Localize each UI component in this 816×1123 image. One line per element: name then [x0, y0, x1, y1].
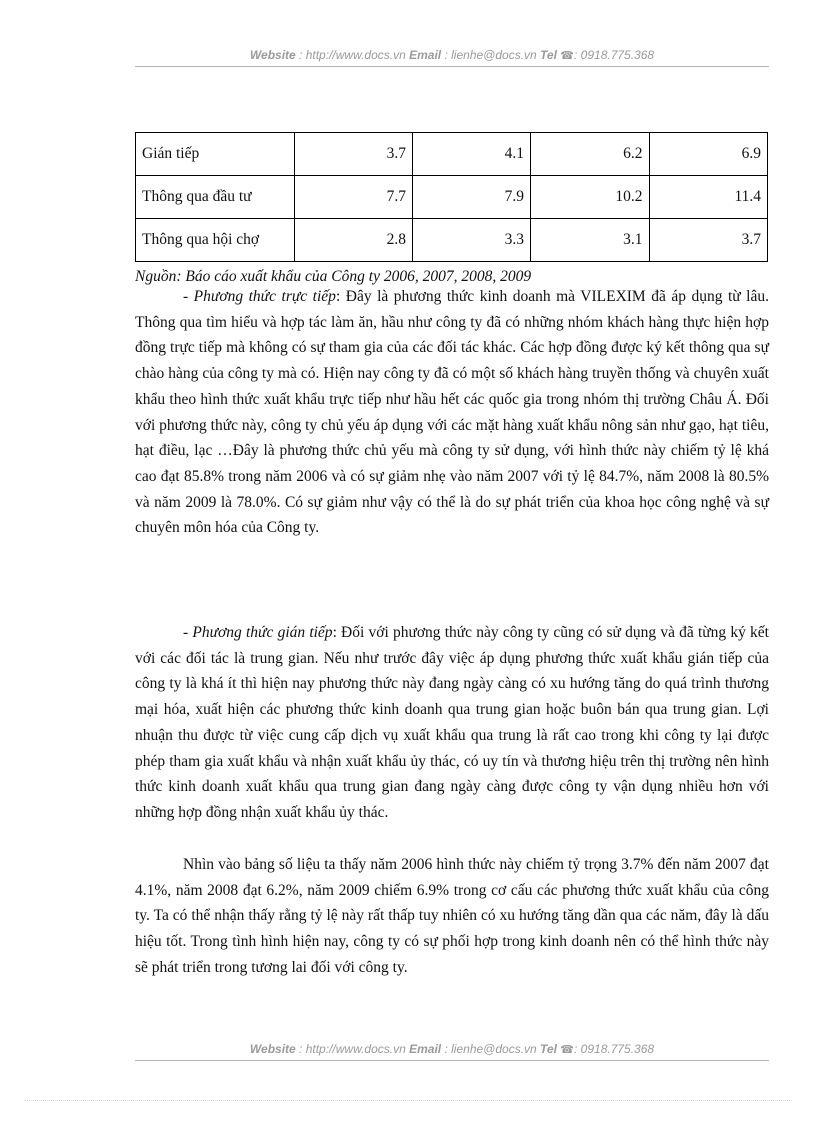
- tel-label: Tel: [540, 1042, 557, 1056]
- table-cell: 6.9: [649, 133, 767, 176]
- direct-method-term: Phương thức trực tiếp: [193, 288, 336, 305]
- table-cell: 3.1: [531, 219, 649, 262]
- page-bottom-border: [24, 1100, 792, 1101]
- tel-value: : 0918.775.368: [574, 1042, 655, 1056]
- table-cell: 6.2: [531, 133, 649, 176]
- website-url[interactable]: : http://www.docs.vn: [299, 48, 406, 62]
- row-label: Thông qua đầu tư: [136, 176, 295, 219]
- table-cell: 3.7: [649, 219, 767, 262]
- footer-rule: [135, 1060, 769, 1061]
- website-label: Website: [249, 1042, 296, 1056]
- indirect-method-body: : Đối với phương thức này công ty cũng có sử dụng và đã từng ký kết với các đối tác là trung gian. Nếu như trước đây việc áp dụng phương thức xuất khẩu gián tiếp của công ty là khá ít thì hiện nay phương thức này đang ngày càng có xu hướng tăng do quá trình thương mại hóa, xuất hiện các phương thức kinh doanh qua trung gian hoặc buôn bán qua trung gian. Lợi nhuận thu được từ việc cung cấp dịch vụ xuất khẩu qua trung là rất cao trong khi công ty lại được phép tham gia xuất khẩu và nhận xuất khẩu ủy thác, có uy tín và thương hiệu trên thị trường nên hình thức kinh doanh xuất khẩu qua trung gian đang ngày càng được công ty vận dụng nhiều hơn với những hợp đồng nhận xuất khẩu ủy thác.: [135, 624, 769, 821]
- direct-method-body: : Đây là phương thức kinh doanh mà VILEXIM đã áp dụng từ lâu. Thông qua tìm hiểu và hợp tác làm ăn, hầu như công ty đã có những nhóm khách hàng thực hiện hợp đồng trực tiếp mà không có sự tham gia của các đối tác khác. Các hợp đồng được ký kết thông qua sự chào hàng của công ty mà có. Hiện nay công ty đã có một số khách hàng truyền thống và chuyên xuất khẩu theo hình thức xuất khẩu trực tiếp như hầu hết các quốc gia trong nhóm thị trường Châu Á. Đối với phương thức này, công ty chủ yếu áp dụng với các mặt hàng xuất khẩu nông sản như gạo, hạt tiêu, hạt điều, lạc …Đây là phương thức chủ yếu mà công ty sử dụng, với hình thức này chiếm tỷ lệ khá cao đạt 85.8% trong năm 2006 và có sự giảm nhẹ vào năm 2007 với tỷ lệ 84.7%, năm 2008 là 80.5% và năm 2009 là 78.0%. Có sự giảm như vậy có thể là do sự phát triển của khoa học công nghệ và sự chuyên môn hóa của Công ty.: [135, 288, 769, 537]
- tel-value: : 0918.775.368: [574, 48, 655, 62]
- email-value[interactable]: : lienhe@docs.vn: [444, 1042, 537, 1056]
- page-footer: [135, 1042, 769, 1056]
- table-row: [136, 219, 768, 262]
- export-method-table: [135, 132, 768, 262]
- bullet-dash: -: [183, 288, 194, 305]
- bullet-dash: -: [183, 624, 193, 641]
- website-url[interactable]: : http://www.docs.vn: [299, 1042, 406, 1056]
- table-row: [136, 133, 768, 176]
- table-row: [136, 176, 768, 219]
- phone-icon: ☎: [560, 1044, 574, 1056]
- email-label: Email: [409, 1042, 442, 1056]
- paragraph-direct-method: [135, 284, 769, 541]
- email-label: Email: [409, 48, 442, 62]
- website-label: Website: [249, 48, 296, 62]
- paragraph-indirect-method: [135, 620, 769, 826]
- email-value[interactable]: : lienhe@docs.vn: [444, 48, 537, 62]
- paragraph-analysis: Nhìn vào bảng số liệu ta thấy năm 2006 hình thức này chiếm tỷ trọng 3.7% đến năm 2007 đạt 4.1%, năm 2008 đạt 6.2%, năm 2009 chiếm 6.9% trong cơ cấu các phương thức xuất khẩu của công ty. Ta có thể nhận thấy rằng tỷ lệ này rất thấp tuy nhiên có xu hướng tăng dần qua các năm, đây là dấu hiệu tốt. Trong tình hình hiện nay, công ty có sự phối hợp trong kinh doanh nên có thể hình thức này sẽ phát triển trong tương lai đối với công ty.: [135, 856, 769, 976]
- table-cell: 10.2: [531, 176, 649, 219]
- phone-icon: ☎: [560, 50, 574, 62]
- table-cell: 3.3: [412, 219, 530, 262]
- tel-label: Tel: [540, 48, 557, 62]
- table-cell: 7.7: [294, 176, 412, 219]
- source-note: Nguồn: Báo cáo xuất khẩu của Công ty 2006, 2007, 2008, 2009: [135, 268, 532, 285]
- table-cell: 4.1: [412, 133, 530, 176]
- header-rule: [135, 66, 769, 67]
- row-label: Thông qua hội chợ: [136, 219, 295, 262]
- table-cell: 2.8: [294, 219, 412, 262]
- table-cell: 11.4: [649, 176, 767, 219]
- table-cell: 3.7: [294, 133, 412, 176]
- row-label: Gián tiếp: [136, 133, 295, 176]
- indirect-method-term: Phương thức gián tiếp: [192, 624, 333, 641]
- table-cell: 7.9: [412, 176, 530, 219]
- page-header: [135, 48, 769, 62]
